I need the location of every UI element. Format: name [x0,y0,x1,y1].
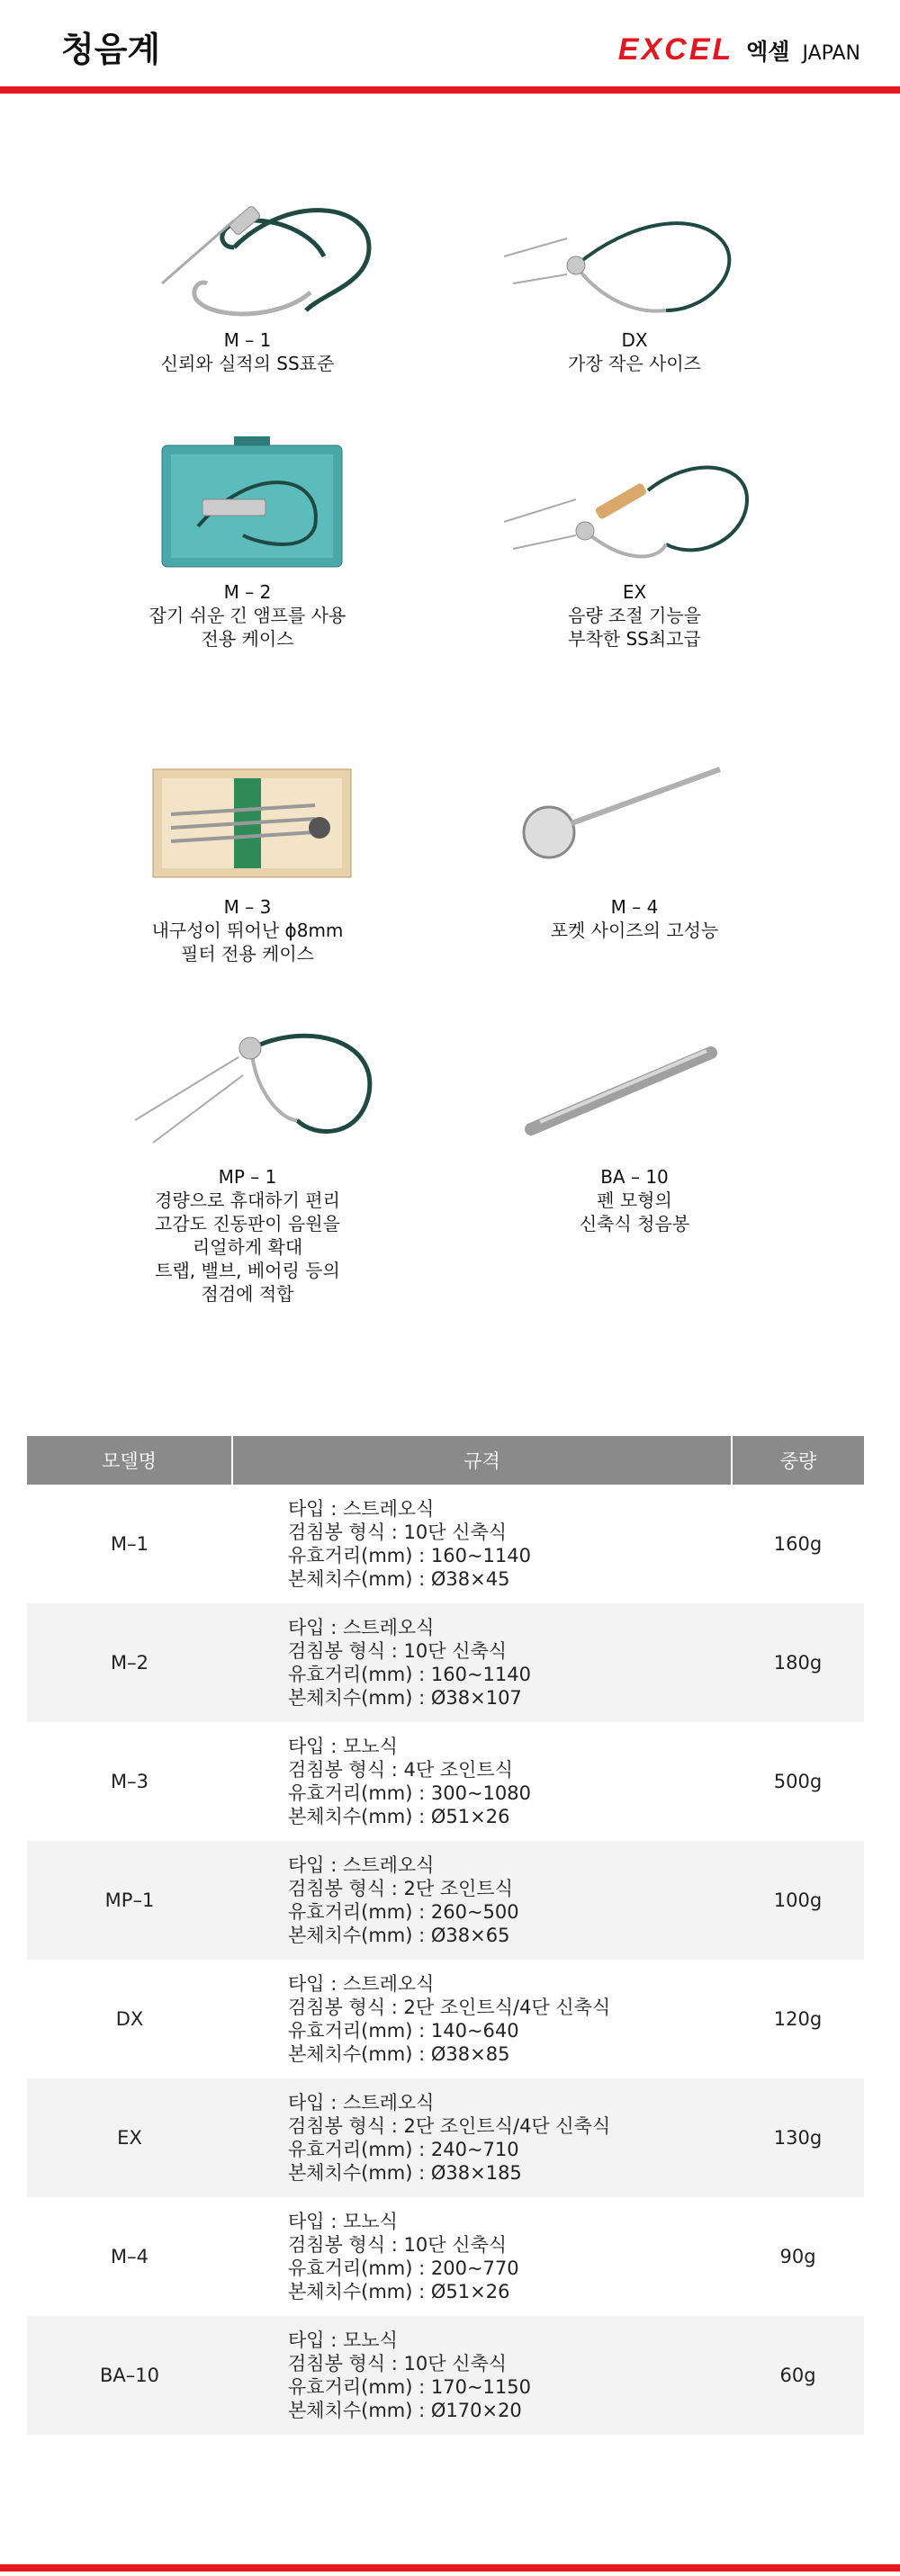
cell-spec [232,2197,732,2316]
spec-line: 본체치수(mm) : Ø51×26 [288,1806,510,1827]
product-m2 [99,436,396,651]
product-model: M – 1 [223,329,272,351]
spec-line: 검침봉 형식 : 10단 신축식 [288,2353,508,2374]
spec-line: 검침봉 형식 : 10단 신축식 [288,1640,508,1662]
table-row [27,2078,864,2197]
spec-line: 유효거리(mm) : 200~770 [288,2257,519,2279]
spec-line: 본체치수(mm) : Ø38×185 [288,2162,522,2184]
brand-logo: EXCEL [617,32,734,67]
product-desc: 포켓 사이즈의 고성능 [550,920,719,941]
product-desc-line: 리얼하게 확대 [192,1236,303,1258]
product-desc-line: 신축식 청음봉 [579,1213,690,1234]
spec-line: 검침봉 형식 : 10단 신축식 [288,2234,508,2256]
cell-weight: 90g [779,2246,816,2267]
spec-line: 본체치수(mm) : Ø38×107 [288,1687,522,1709]
table-row [27,1603,864,1722]
product-mp1 [99,1021,396,1306]
cell-model: EX [27,2078,232,2197]
stethoscope-ex-image [486,436,783,580]
product-model: BA – 10 [600,1166,669,1188]
cell-weight: 160g [773,1533,823,1555]
spec-line: 타입 : 모노식 [288,2211,398,2232]
product-desc-line: 음량 조절 기능을 [568,605,701,626]
stethoscope-mp1-image [99,1021,396,1165]
spec-table [27,1436,864,2435]
product-ex [486,436,783,651]
table-row [27,1841,864,1960]
product-model: MP – 1 [218,1166,277,1188]
cell-model: M–4 [111,2246,148,2267]
product-dx [486,184,783,375]
product-desc-line: 트랩, 밸브, 베어링 등의 [155,1260,340,1281]
product-desc-line: 펜 모형의 [597,1189,672,1211]
product-model: M – 4 [610,896,659,918]
table-row [27,2197,864,2316]
product-m1 [99,184,396,375]
spec-line: 타입 : 스트레오식 [288,1854,435,1876]
product-m4 [486,751,783,942]
cell-spec [232,2316,732,2435]
product-model: M – 3 [223,896,272,918]
spec-line: 검침봉 형식 : 2단 조인트식/4단 신축식 [288,1997,611,2018]
cell-model: M–2 [27,1603,232,1722]
pen-stethoscope-ba10-image [486,1021,783,1165]
product-desc-line: 내구성이 뛰어난 ϕ8mm [151,920,344,941]
product-desc-line: 전용 케이스 [201,628,294,650]
brand [618,32,860,67]
spec-line: 본체치수(mm) : Ø38×45 [288,1568,510,1590]
brand-name-korean: 엑셀 [746,39,790,65]
spec-line: 유효거리(mm) : 260~500 [288,1901,519,1923]
cell-weight: 180g [732,1603,864,1722]
spec-line: 유효거리(mm) : 240~710 [288,2139,519,2160]
spec-line: 검침봉 형식 : 2단 조인트식 [288,1878,513,1899]
product-ba10 [486,1021,783,1235]
spec-line: 검침봉 형식 : 2단 조인트식/4단 신축식 [288,2115,611,2137]
spec-line: 타입 : 모노식 [288,2329,398,2351]
table-row [27,1485,864,1603]
cell-weight: 100g [732,1841,864,1960]
header-divider [0,86,900,94]
spec-line: 유효거리(mm) : 160~1140 [288,1545,531,1566]
product-model: M – 2 [223,581,272,603]
spec-line: 타입 : 스트레오식 [288,1617,435,1638]
stethoscope-m2-case-image [99,436,396,580]
page-title: 청음계 [61,30,161,69]
cell-spec [232,1841,732,1960]
spec-line: 타입 : 모노식 [288,1736,398,1757]
cell-weight: 500g [773,1771,823,1792]
spec-line: 본체치수(mm) : Ø38×85 [288,2043,510,2065]
cell-model: M–3 [111,1771,148,1792]
cell-spec [232,1722,732,1841]
cell-spec [232,2078,732,2197]
product-desc-line: 경량으로 휴대하기 편리 [155,1189,340,1211]
spec-line: 유효거리(mm) : 140~640 [288,2020,519,2042]
stethoscope-m3-case-image [99,751,396,895]
product-desc: 가장 작은 사이즈 [568,353,701,374]
product-desc: 신뢰와 실적의 SS표준 [160,353,335,374]
footer-divider [0,2564,900,2572]
stethoscope-dx-image [486,184,783,328]
product-desc-line: 잡기 쉬운 긴 앰프를 사용 [148,605,346,626]
cell-spec [232,1603,732,1722]
cell-spec [232,1960,732,2078]
column-header-spec: 규격 [232,1436,732,1485]
product-desc-line: 점검에 적합 [201,1283,294,1305]
cell-model: DX [115,2008,144,2030]
spec-line: 유효거리(mm) : 300~1080 [288,1782,531,1804]
column-header-weight: 중량 [732,1436,864,1485]
page-header [0,0,900,90]
spec-line: 타입 : 스트레오식 [288,1498,435,1520]
cell-spec [232,1485,732,1603]
spec-line: 본체치수(mm) : Ø38×65 [288,1925,510,1946]
table-header-row [27,1436,864,1485]
spec-line: 본체치수(mm) : Ø170×20 [288,2400,522,2421]
cell-weight: 120g [773,2008,823,2030]
table-row [27,1722,864,1841]
spec-line: 타입 : 스트레오식 [288,1973,435,1995]
cell-weight: 130g [732,2078,864,2197]
product-desc-line: 부착한 SS최고급 [568,628,701,650]
spec-line: 유효거리(mm) : 160~1140 [288,1664,531,1685]
product-model: EX [622,581,647,603]
spec-line: 타입 : 스트레오식 [288,2092,435,2114]
table-row [27,2316,864,2435]
cell-model: MP–1 [27,1841,232,1960]
product-desc-line: 필터 전용 케이스 [181,943,314,965]
brand-country: JAPAN [802,42,860,65]
cell-model: BA–10 [27,2316,232,2435]
column-header-model: 모델명 [27,1436,232,1485]
spec-line: 본체치수(mm) : Ø51×26 [288,2281,510,2302]
spec-line: 유효거리(mm) : 170~1150 [288,2376,531,2398]
product-model: DX [621,329,648,351]
product-m3 [99,751,396,965]
stethoscope-m4-image [486,751,783,895]
product-desc-line: 고감도 진동판이 음원을 [155,1213,340,1234]
stethoscope-m1-image [99,184,396,328]
cell-model: M–1 [111,1533,148,1555]
cell-weight: 60g [732,2316,864,2435]
table-row [27,1960,864,2078]
spec-line: 검침봉 형식 : 10단 신축식 [288,1521,508,1543]
spec-line: 검침봉 형식 : 4단 조인트식 [288,1759,513,1781]
